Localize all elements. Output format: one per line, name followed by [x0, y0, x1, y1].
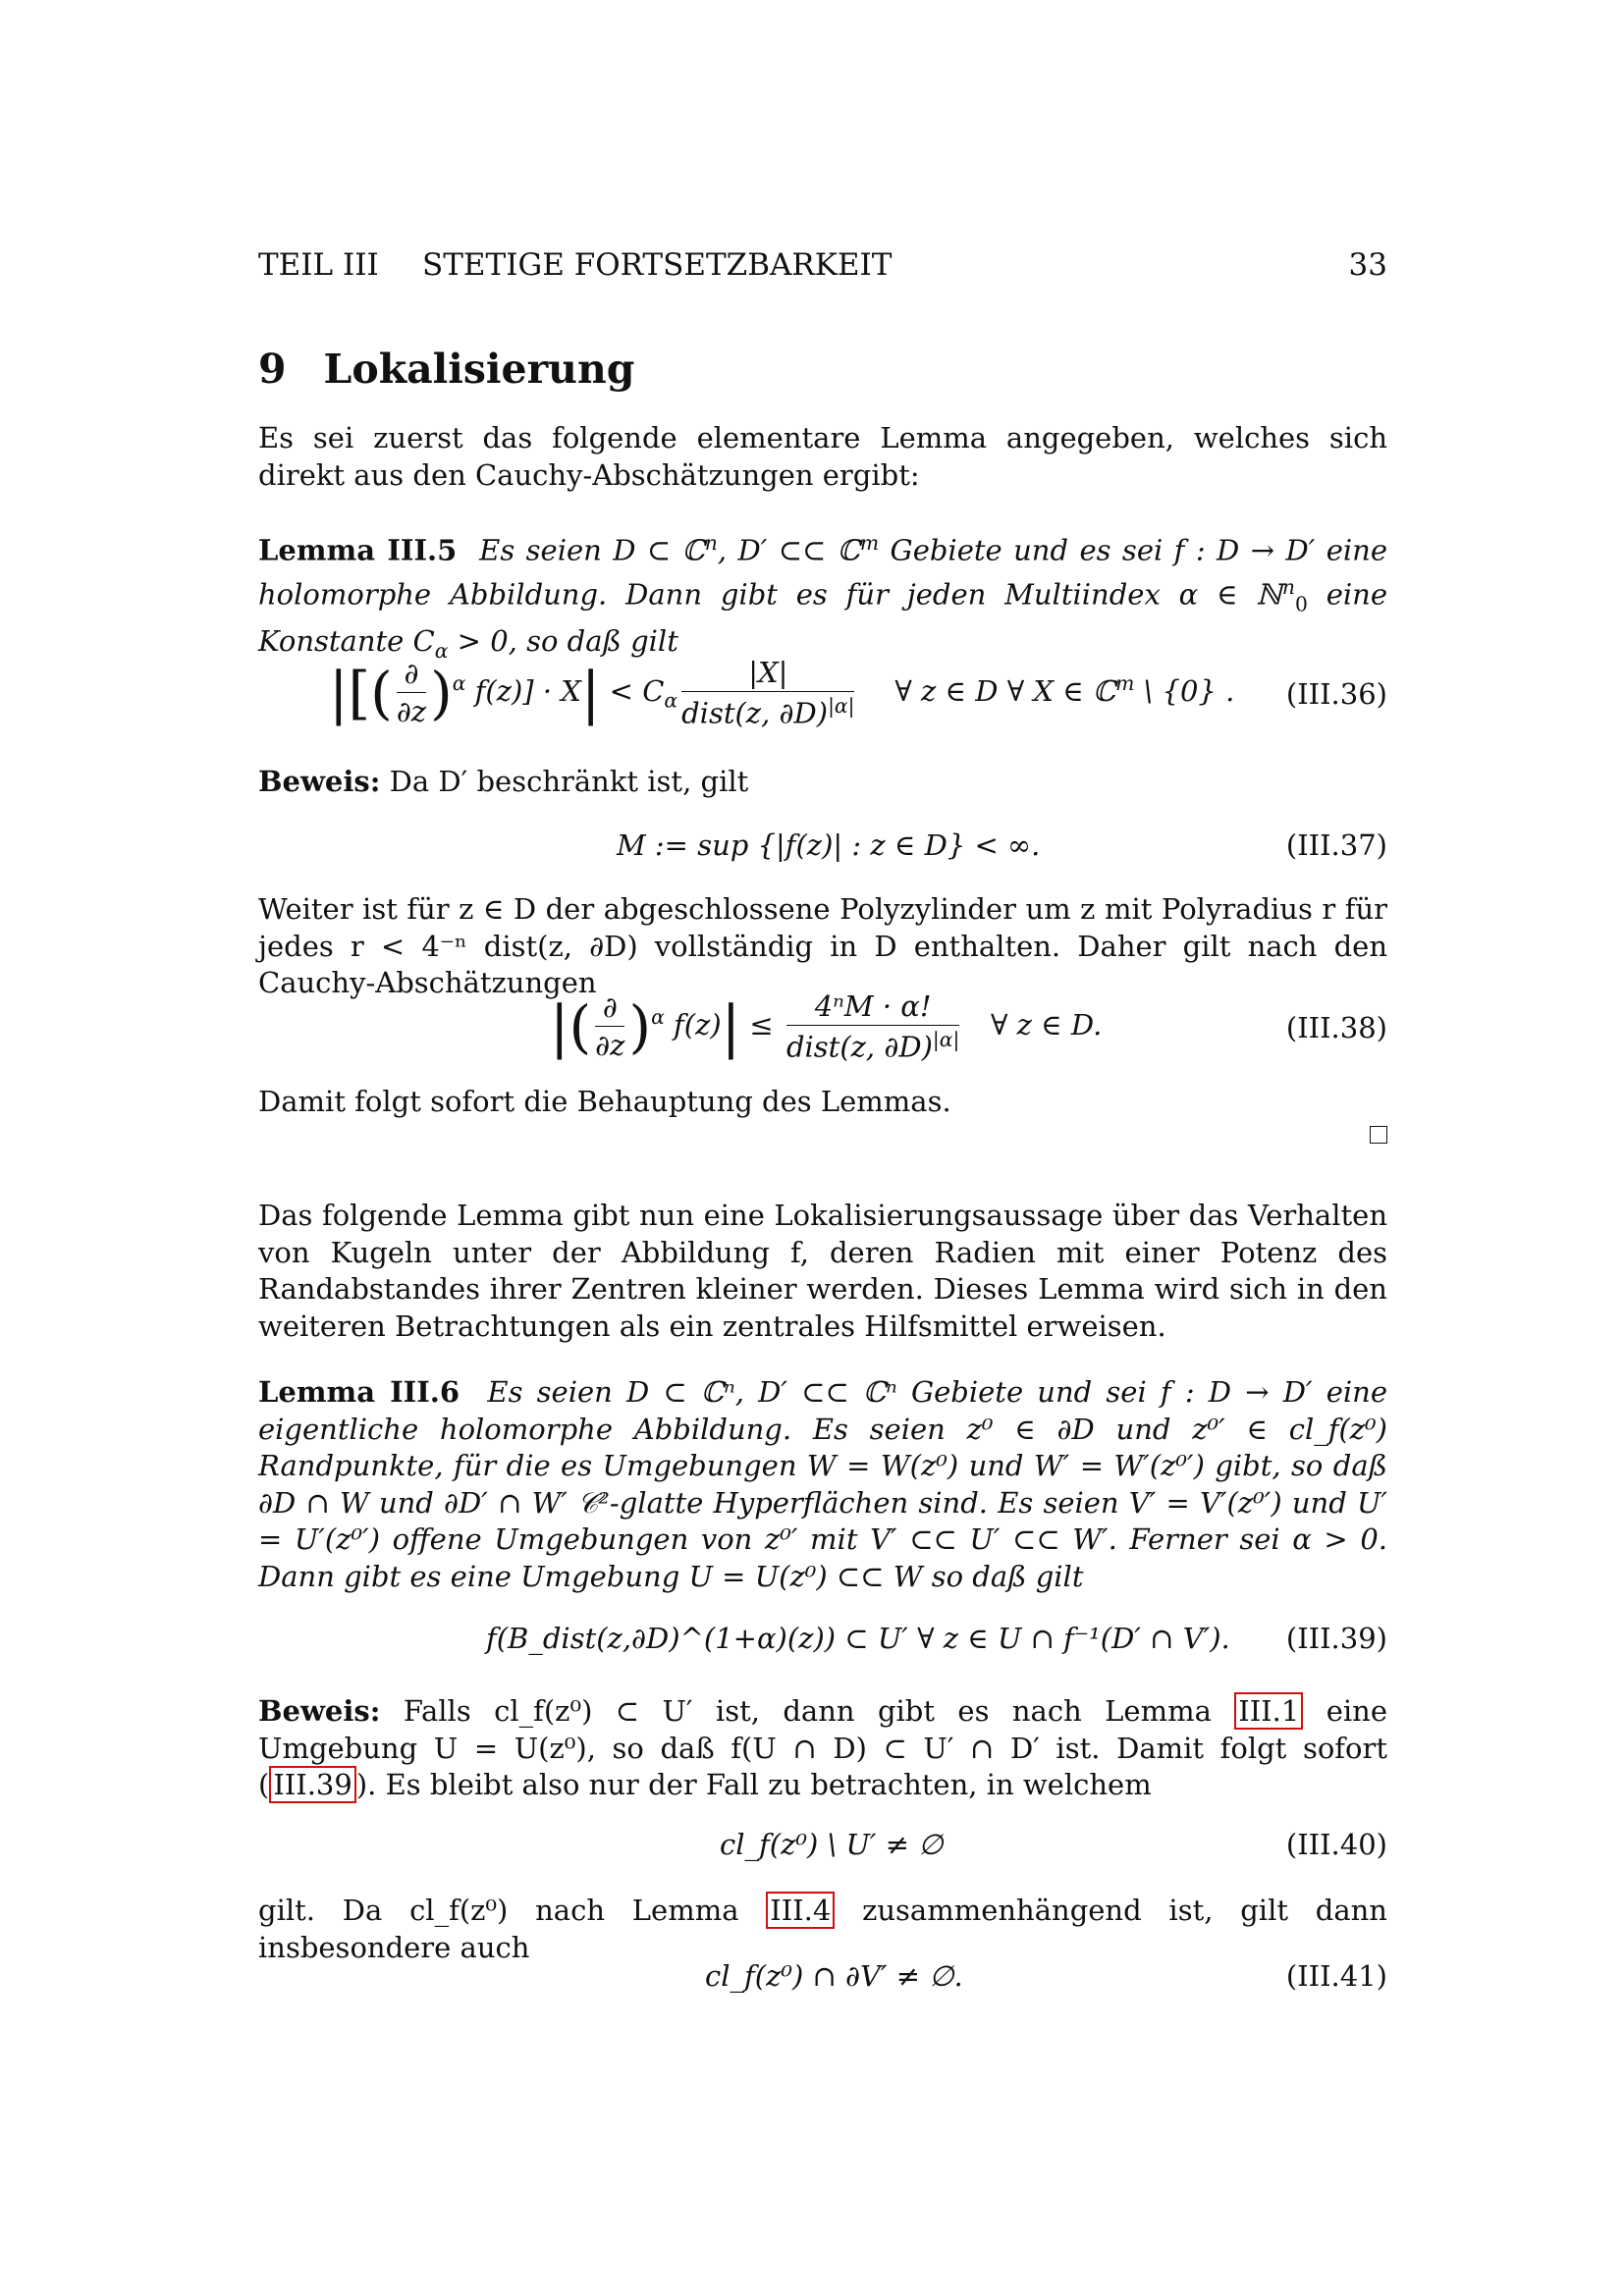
lemma-iii-6 — [258, 1374, 1387, 1595]
proof2-text-b: eine Umgebung U = U(z⁰), so daß f(U ∩ D) ⊂ U′ ∩ D′ ist. Damit folgt sofort ( — [258, 1694, 1387, 1801]
paragraph-2: Weiter ist für z ∈ D der abgeschlossene Polyzylinder um z mit Polyradius r für jedes r < 4⁻ⁿ dist(z, ∂D) vollständig in D enthalten. Daher gilt nach den Cauchy-Abschätzungen — [258, 892, 1387, 999]
eq36-condition-end: \ {0} . — [1134, 673, 1235, 708]
intro-paragraph: Es sei zuerst das folgende elementare Lemma angegeben, welches sich direkt aus den Cauchy-Abschätzungen ergibt: — [258, 421, 1387, 492]
eq40-body: cl_f(z⁰) \ U′ ≠ ∅ — [720, 1828, 944, 1861]
eq40-tag: (III.40) — [1285, 1828, 1387, 1861]
eq39-body: f(B_dist(z,∂D)^(1+α)(z)) ⊂ U′ ∀ z ∈ U ∩ f⁻¹(D′ ∩ V′). — [486, 1622, 1230, 1655]
proof-label: Beweis: — [258, 765, 381, 798]
paragraph-5 — [258, 1893, 1387, 1966]
equation-iii-36: |[( $\frac{\partial}{\partial z}$ )$^\alpha$ $f(z)] \cdot X| < C_\alpha$ $\frac{|X|}{dist(z, \partial D)^{|\alpha|}}$ ∀ z ∈ D ∀ X ∈ ℂ$^m$ \ {0} . (III.36) — [329, 656, 1387, 730]
para5-text-a: gilt. Da cl_f(z⁰) nach Lemma — [258, 1894, 767, 1927]
para5-text-b: zusammenhängend ist, gilt dann insbesondere auch — [258, 1894, 1387, 1964]
eq38-denominator: dist(z, ∂D) — [785, 1030, 933, 1064]
eq38-lhs: f(z) — [674, 1007, 722, 1041]
equation-iii-39 — [258, 1622, 1387, 1681]
ref-lemma-iii-4[interactable]: III.4 — [766, 1892, 835, 1929]
eq38-condition: ∀ z ∈ D. — [990, 1007, 1103, 1041]
proof-2 — [258, 1693, 1387, 1804]
lemma-text-a: Es seien D ⊂ ℂ — [479, 533, 705, 567]
equation-iii-41 — [258, 1959, 1387, 2018]
eq36-condition: ∀ z ∈ D ∀ X ∈ ℂ — [894, 673, 1116, 708]
eq41-tag: (III.41) — [1285, 1959, 1387, 1993]
lemma6-text: Es seien D ⊂ ℂⁿ, D′ ⊂⊂ ℂⁿ Gebiete und sei f : D → D′ eine eigentliche holomorphe Abbildung. Es seien z⁰ ∈ ∂D und z⁰′ ∈ cl_f(z⁰) Randpunkte, für die es Umgebungen W = W(z⁰) und W′ = W′(z⁰′) gibt, so daß ∂D ∩ W und ∂D′ ∩ W′ 𝒞²-glatte Hyperflächen sind. Es seien V′ = V′(z⁰′) und U′ = U′(z⁰′) offene Umgebungen von z⁰′ mit V′ ⊂⊂ U′ ⊂⊂ W′. Ferner sei α > 0. Dann gibt es eine Umgebung U = U(z⁰) ⊂⊂ W so daß gilt — [258, 1375, 1388, 1593]
equation-iii-37 — [258, 828, 1387, 887]
lemma-iii-5: Lemma III.5 Es seien D ⊂ ℂ$^n$, D′ ⊂⊂ ℂ$^m$ Gebiete und es sei f : D → D′ eine holomorphe Abbildung. Dann gibt es für jeden Multiindex α ∈ ℕ$^n_0$ eine Konstante $C_\alpha > 0$, so daß gilt — [258, 531, 1388, 663]
proof2-label: Beweis: — [258, 1694, 381, 1728]
eq36-denominator: dist(z, ∂D) — [681, 696, 829, 730]
lemma-text-c: Gebiete und es sei f : D → D′ eine holomorphe Abbildung. Dann gibt es für jeden Multiindex α ∈ ℕ — [258, 533, 1388, 612]
eq41-body: cl_f(z⁰) ∩ ∂V′ ≠ ∅. — [705, 1959, 963, 1993]
eq38-numerator: 4ⁿM · α! — [786, 989, 959, 1026]
eq37-body: M := sup {|f(z)| : z ∈ D} < ∞. — [617, 828, 1041, 862]
section-number: 9 — [258, 346, 287, 393]
equation-iii-38: |( $\frac{\partial}{\partial z}$ )$^\alpha$ f(z)| ≤ $\frac{\text{4ⁿM · α!}}{dist(z, \partial D)^{|\alpha|}}$ ∀ z ∈ D. (III.38) — [550, 989, 1387, 1064]
lemma-text-d: eine Konstante C — [258, 577, 1388, 659]
page-number: 33 — [1348, 247, 1387, 283]
proof-text: Da D′ beschränkt ist, gilt — [380, 765, 749, 798]
eq36-lhs: f(z)] · X — [474, 673, 581, 708]
ref-eq-iii-39[interactable]: III.39 — [269, 1766, 356, 1803]
section-heading — [258, 346, 634, 393]
lemma-text-e: > 0, so daß gilt — [448, 624, 678, 659]
proof2-text-c: ). Es bleibt also nur der Fall zu betrachten, in welchem — [355, 1768, 1152, 1801]
lemma6-label: Lemma III.6 — [258, 1375, 460, 1409]
header-part: TEIL III — [258, 247, 379, 283]
eq37-tag: (III.37) — [1285, 828, 1387, 862]
proof2-text-a: Falls cl_f(z⁰) ⊂ U′ ist, dann gibt es nach Lemma — [380, 1694, 1235, 1728]
header-title: STETIGE FORTSETZBARKEIT — [422, 247, 893, 283]
eq38-tag: (III.38) — [1285, 1011, 1387, 1044]
lemma-text-b: , D′ ⊂⊂ ℂ — [717, 533, 860, 567]
eq36-numerator: |X| — [681, 656, 854, 692]
qed-square-icon — [1370, 1126, 1387, 1144]
proof-1-intro — [258, 764, 1387, 801]
lemma-label: Lemma III.5 — [258, 533, 458, 567]
section-title: Lokalisierung — [323, 346, 635, 393]
eq36-tag: (III.36) — [1285, 677, 1387, 711]
ref-lemma-iii-1[interactable]: III.1 — [1234, 1692, 1303, 1730]
paragraph-4: Das folgende Lemma gibt nun eine Lokalisierungsaussage über das Verhalten von Kugeln unter der Abbildung f, deren Radien mit einer Potenz des Randabstandes ihrer Zentren kleiner werden. Dieses Lemma wird sich in den weiteren Betrachtungen als ein zentrales Hilfsmittel erweisen. — [258, 1199, 1387, 1343]
paragraph-3: Damit folgt sofort die Behauptung des Lemmas. — [258, 1085, 951, 1118]
eq39-tag: (III.39) — [1285, 1622, 1387, 1655]
equation-iii-40 — [258, 1828, 1387, 1887]
